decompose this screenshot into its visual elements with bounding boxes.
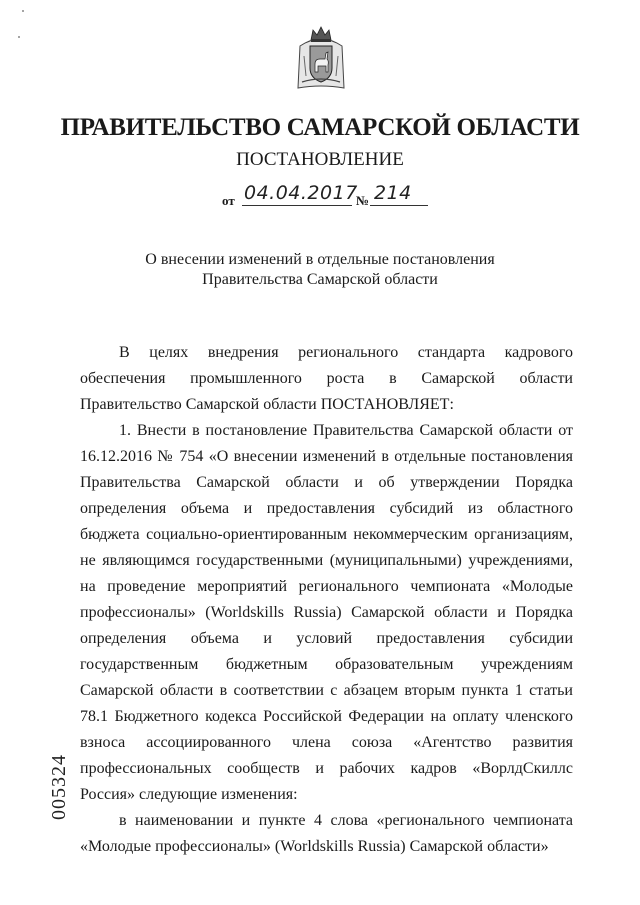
handwritten-date: 04.04.2017 [244, 182, 358, 204]
coat-of-arms-emblem [296, 26, 346, 94]
margin-stamp-number: 005324 [48, 754, 70, 820]
body-paragraph-amendment: в наименовании и пункте 4 слова «регионального чемпионата «Молодые профессионалы» (Worldskills Russia) Самарской области» [80, 812, 573, 855]
document-body [80, 340, 573, 860]
document-subject [0, 250, 640, 290]
date-underline [242, 205, 352, 206]
government-title: ПРАВИТЕЛЬСТВО САМАРСКОЙ ОБЛАСТИ [60, 114, 580, 141]
subject-line-2: Правительства Самарской области [202, 271, 438, 288]
document-type: ПОСТАНОВЛЕНИЕ [236, 149, 404, 170]
body-paragraph-preamble: В целях внедрения регионального стандарта кадрового обеспечения промышленного роста в Самарской области Правительство Самарской области ПОСТАНОВЛЯЕТ: [80, 344, 573, 413]
date-number-line [222, 184, 442, 210]
date-prefix: от [222, 193, 235, 208]
handwritten-number: 214 [374, 182, 412, 204]
scan-speck [22, 10, 24, 12]
scan-speck [18, 36, 20, 38]
number-prefix: № [356, 193, 370, 208]
body-paragraph-item-1: 1. Внести в постановление Правительства Самарской области от 16.12.2016 № 754 «О внесении изменений в отдельные постановления Правительства Самарской области и об утверждении Порядка определения объема и предоставления субсидий из областного бюджета социально-ориентированным некоммерческим организациям, не являющимся государственными (муниципальными) учреждениями, на проведение мероприятий регионального чемпионата «Молодые профессионалы» (Worldskills Russia) Самарской области и Порядка определения объема и условий предоставления субсидии государственным бюджетным образовательным учреждениям Самарской области в соответствии с абзацем вторым пункта 1 статьи 78.1 Бюджетного кодекса Российской Федерации на оплату членского взноса ассоциированного члена союза «Агентство развития профессиональных сообществ и рабочих кадров «ВорлдСкиллс Россия» следующие изменения: [80, 422, 573, 803]
subject-line-1: О внесении изменений в отдельные постановления [145, 251, 495, 268]
number-underline [370, 205, 428, 206]
